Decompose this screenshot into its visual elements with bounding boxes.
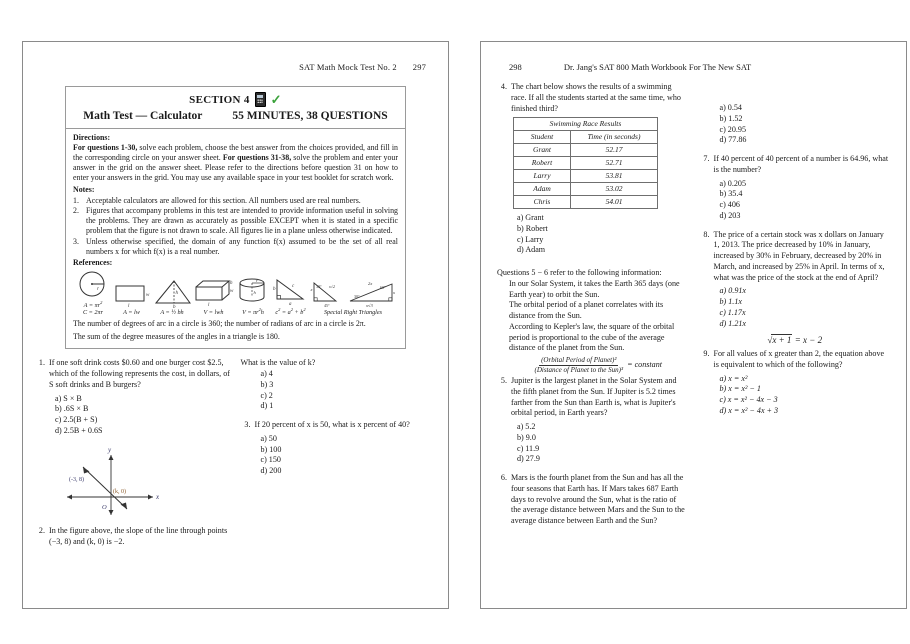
choice[interactable]: b) 9.0 <box>517 432 536 442</box>
kepler-formula <box>509 356 688 374</box>
question-7-choices <box>700 179 891 222</box>
choice[interactable]: b) 35.4 <box>719 189 743 199</box>
reference-rectangular-solid <box>193 278 235 316</box>
question-4-choices <box>497 213 688 256</box>
rectangle-caption: A = lw <box>123 308 140 316</box>
choice[interactable]: c) 1.17x <box>719 307 746 317</box>
spacer <box>497 256 688 264</box>
question-2-prompt: What is the value of k? <box>240 358 316 368</box>
question-3-number: 3. <box>244 420 251 430</box>
section-body <box>66 129 405 348</box>
question-4-number: 4. <box>500 82 507 91</box>
references-footnote-2: The sum of the degree measures of the angles in a triangle is 180. <box>73 332 280 342</box>
section-subtitle-row <box>66 110 405 122</box>
question-9-radicand: x + 1 <box>772 335 792 346</box>
question-8-choices <box>700 286 891 329</box>
question-2-text: In the figure above, the slope of the line through points (−3, 8) and (k, 0) is −2. <box>49 526 228 547</box>
question-3-text: If 20 percent of x is 50, what is x percent of 40? <box>254 420 410 430</box>
choice[interactable]: a) x = x² <box>719 373 748 383</box>
reference-rectangle <box>112 278 152 316</box>
question-3 <box>241 420 437 431</box>
svg-text:2x: 2x <box>368 280 373 286</box>
question-2 <box>35 526 231 548</box>
svg-text:a: a <box>288 301 291 306</box>
references-footnote-1: The number of degrees of arc in a circle is 360; the number of radians of arc in a circle is 2π. <box>73 318 366 328</box>
svg-text:30°: 30° <box>316 283 322 289</box>
special-right-triangles-caption: Special Right Triangles <box>323 308 383 316</box>
choice[interactable]: c) 406 <box>719 200 740 209</box>
question-9-equation: √x + 1 = x − 2 <box>767 335 823 346</box>
directions-text-2: solve the problem and enter your answer in the grid on the answer sheet. Please refer to the directions before question 31 on how to enter your answers in the grid. You may use any available space in your test booklet for scratch work. <box>73 153 398 183</box>
spacer <box>497 465 688 473</box>
svg-text:l: l <box>207 302 209 308</box>
triangle-icon <box>152 278 192 308</box>
info-paragraph: The orbital period of a planet correlates with its distance from the Sun. <box>509 300 664 321</box>
question-9-text: For all values of x greater than 2, the equation above is equivalent to which of the following? <box>713 349 885 369</box>
calculator-icon <box>255 92 266 107</box>
svg-text:y: y <box>108 445 112 454</box>
choice[interactable]: c) 2.5(B + S) <box>55 415 98 425</box>
rectangle-icon <box>112 278 152 308</box>
cell-student: Chris <box>514 196 571 209</box>
right-triangle-icon <box>272 276 310 306</box>
choice[interactable]: a) 0.91x <box>719 286 747 296</box>
note-number: 2. <box>73 206 79 216</box>
spacer <box>700 146 891 154</box>
svg-text:x√2: x√2 <box>329 283 335 289</box>
question-4 <box>497 82 688 114</box>
kepler-fraction <box>534 356 623 374</box>
svg-text:h: h <box>253 289 256 295</box>
question-1-text: If one soft drink costs $0.60 and one burger cost $2.5, which of the following represents the cost, in dollars, of S soft drinks and B burgers? <box>49 358 230 389</box>
info-block-heading: Questions 5 − 6 refer to the following information: <box>497 268 662 278</box>
svg-text:r: r <box>97 286 99 292</box>
info-paragraph: In our Solar System, it takes the Earth 365 days (one Earth year) to orbit the Sun. <box>509 278 680 299</box>
table-row <box>514 196 658 209</box>
directions-label: Directions: <box>73 133 111 142</box>
choice[interactable]: b) 3 <box>260 379 274 389</box>
rectangular-solid-caption: V = lwh <box>203 308 224 316</box>
right-running-head-title: Dr. Jang's SAT 800 Math Workbook For The New SAT <box>563 62 752 72</box>
svg-text:(k, 0): (k, 0) <box>113 488 126 495</box>
svg-text:h: h <box>229 280 232 286</box>
question-1 <box>35 358 231 390</box>
info-block-body <box>497 279 688 374</box>
references-label: References: <box>73 257 113 267</box>
svg-text:w: w <box>145 292 149 298</box>
cell-time: 53.02 <box>571 183 658 196</box>
table-row <box>514 170 658 183</box>
choice[interactable]: a) Grant <box>517 213 544 223</box>
section-title: SECTION 4 <box>189 93 250 106</box>
svg-text:30°: 30° <box>354 293 360 299</box>
cell-time: 53.81 <box>571 170 658 183</box>
choice[interactable]: d) 2.5B + 0.6S <box>55 425 103 435</box>
svg-text:x: x <box>156 492 160 501</box>
reference-triangle <box>152 278 192 316</box>
question-1-choices <box>35 394 231 437</box>
note-item <box>73 196 398 206</box>
question-2-choices <box>241 369 437 412</box>
special-right-triangles-icon <box>310 278 396 308</box>
cell-time: 52.17 <box>571 144 658 157</box>
note-item <box>73 206 398 236</box>
choice[interactable]: c) 150 <box>260 455 281 465</box>
question-6-text: Mars is the fourth planet from the Sun and has all the four seasons that Earth has. If Mars takes 687 Earth days to revolve around the Sun, what is the ratio of the average distance between Mars and the Sun to the average distance between Earth and the Sun? <box>511 473 685 526</box>
left-column-2 <box>241 358 437 551</box>
question-8-number: 8. <box>703 229 710 239</box>
question-9-choices <box>700 374 891 417</box>
choice[interactable]: a) S × B <box>55 393 82 403</box>
cell-time: 52.71 <box>571 157 658 170</box>
table-row <box>514 157 658 170</box>
question-7-text: If 40 percent of 40 percent of a number is 64.96, what is the number? <box>713 154 889 174</box>
table-header-time: Time (in seconds) <box>571 131 658 144</box>
table-row <box>514 183 658 196</box>
choice[interactable]: a) 4 <box>260 369 273 379</box>
choice[interactable]: d) 1.21x <box>719 318 747 328</box>
choice[interactable]: d) 27.9 <box>517 454 540 464</box>
choice[interactable]: a) 50 <box>260 433 277 443</box>
cell-time: 54.01 <box>571 196 658 209</box>
directions-text-1: solve each problem, choose the best answer from the choices provided, and fill in the corresponding circle on your answer sheet. <box>73 143 398 163</box>
question-9-number: 9. <box>703 349 710 359</box>
question-5-choices <box>497 422 688 465</box>
kepler-equals-constant: = constant <box>627 359 663 369</box>
choice[interactable]: c) 20.95 <box>719 124 747 134</box>
question-8-text: The price of a certain stock was x dollars on January 1, 2013. The price decreased by 10% in January, increased by 30% in February, decreased by 20% in March, and increased by 25% in April. In terms of x, what was the price of the stock at the end of April? <box>713 229 885 282</box>
right-triangle-caption: $c^2 = a^2 + b^2$ <box>275 306 306 316</box>
choice[interactable]: c) x = x² − 4x − 3 <box>719 395 778 405</box>
choice[interactable]: a) 5.2 <box>517 422 536 432</box>
cylinder-caption: $V = \pi r^2h$ <box>242 306 264 316</box>
choice[interactable]: b) 1.52 <box>719 113 743 123</box>
choice[interactable]: c) 11.9 <box>517 443 540 453</box>
spacer <box>700 222 891 230</box>
right-column-1 <box>497 82 688 530</box>
choice[interactable]: d) 1 <box>260 401 274 411</box>
choice[interactable]: c) 2 <box>260 390 273 400</box>
cell-student: Robert <box>514 157 571 170</box>
cell-student: Larry <box>514 170 571 183</box>
choice[interactable]: c) Larry <box>517 234 544 244</box>
svg-text:(-3, 8): (-3, 8) <box>69 476 84 483</box>
question-6-choices <box>700 103 891 146</box>
choice[interactable]: b) .6S × B <box>55 404 89 414</box>
section-header <box>66 87 405 129</box>
choice[interactable]: d) x = x² − 4x + 3 <box>719 405 779 415</box>
circle-caption: $A = \pi r^2$ C = 2πr <box>83 299 103 316</box>
references-row <box>75 270 396 316</box>
question-5-number: 5. <box>500 376 507 386</box>
table-title: Swimming Race Results <box>514 118 658 131</box>
info-paragraph: According to Kepler's law, the square of the orbital period is proportional to the cube of the average distance of the planet from the Sun. <box>509 321 675 353</box>
choice[interactable]: b) x = x² − 1 <box>719 384 761 394</box>
choice[interactable]: d) Adam <box>517 245 546 255</box>
question-4-text: The chart below shows the results of a swimming race. If all the students started at the same time, who finished third? <box>511 82 681 113</box>
svg-text:l: l <box>127 303 129 308</box>
reference-special-right-triangles <box>310 278 396 316</box>
kepler-denominator: (Distance of Planet to the Sun)³ <box>534 366 624 375</box>
question-2-number: 2. <box>38 526 45 536</box>
table-header-student: Student <box>514 131 571 144</box>
note-text: Unless otherwise specified, the domain of any function f(x) assumed to be the set of all real numbers x for which f(x) is a real number. <box>86 237 398 257</box>
triangle-caption: A = ½ bh <box>160 308 184 316</box>
section-box <box>65 86 406 349</box>
swimming-race-table <box>513 117 658 209</box>
left-page <box>22 41 449 609</box>
choice[interactable]: a) 0.205 <box>719 178 747 188</box>
check-icon: ✓ <box>270 92 282 107</box>
choice[interactable]: d) 77.86 <box>719 135 747 145</box>
question-2-figure <box>49 441 231 523</box>
question-6-number: 6. <box>500 473 507 483</box>
choice[interactable]: b) 1.1x <box>719 297 742 306</box>
spacer <box>241 412 437 420</box>
notes-list <box>73 196 398 258</box>
choice[interactable]: d) 203 <box>719 210 741 220</box>
left-column-1 <box>35 358 231 551</box>
reference-circle <box>75 269 111 316</box>
left-page-number: 297 <box>412 62 426 72</box>
question-6 <box>497 473 688 527</box>
note-text: Figures that accompany problems in this test are intended to provide information useful in solving the problems. They are drawn as accurately as possible EXCEPT when it is stated in a specific problem that the figure is not drawn to scale. All figures lie in a plane unless otherwise indicated. <box>86 206 398 236</box>
svg-text:b: b <box>173 304 176 308</box>
section-timing: 55 MINUTES, 38 QUESTIONS <box>232 110 388 122</box>
kepler-numerator: (Orbital Period of Planet)² <box>541 356 617 365</box>
question-9 <box>700 349 891 371</box>
svg-text:h: h <box>175 290 178 296</box>
svg-text:r: r <box>256 277 258 283</box>
right-page <box>480 41 907 609</box>
right-questions-columns <box>497 82 890 530</box>
cylinder-icon <box>235 276 271 306</box>
question-7 <box>700 154 891 176</box>
reference-cylinder <box>235 276 271 316</box>
choice[interactable]: d) 200 <box>260 466 282 476</box>
right-page-number: 298 <box>509 62 522 72</box>
left-running-head-title: SAT Math Mock Test No. 2 <box>299 62 397 72</box>
cell-student: Adam <box>514 183 571 196</box>
svg-text:x√3: x√3 <box>366 302 373 308</box>
svg-text:45°: 45° <box>324 302 330 308</box>
question-8 <box>700 230 891 284</box>
directions-text <box>73 143 398 183</box>
rectangular-solid-icon <box>193 278 235 308</box>
directions-bold-lead: For questions 1-30, <box>73 143 138 153</box>
svg-text:c: c <box>291 283 294 289</box>
note-number: 3. <box>73 237 79 247</box>
cell-student: Grant <box>514 144 571 157</box>
svg-text:w: w <box>229 288 233 294</box>
question-5-text: Jupiter is the largest planet in the Solar System and the fifth planet from the Sun. If Jupiter is 5.2 times farther from the Sun than Earth is, what is Jupiter's orbital period, in Earth years? <box>511 376 677 418</box>
note-number: 1. <box>73 195 79 205</box>
svg-text:O: O <box>102 503 107 511</box>
section-subject: Math Test — Calculator <box>83 110 203 122</box>
note-item <box>73 237 398 257</box>
question-5 <box>497 376 688 419</box>
question-1-number: 1. <box>38 358 45 368</box>
svg-text:x: x <box>310 286 313 292</box>
svg-text:x: x <box>393 289 395 295</box>
left-questions-columns <box>35 358 436 551</box>
question-7-number: 7. <box>703 154 710 163</box>
reference-right-triangle <box>272 276 310 316</box>
table-header-row <box>514 131 658 144</box>
choice[interactable]: b) Robert <box>517 223 548 233</box>
question-3-choices <box>241 434 437 477</box>
svg-text:b: b <box>272 286 275 292</box>
svg-text:60°: 60° <box>380 284 386 290</box>
section-title-row <box>66 92 405 107</box>
circle-icon <box>75 269 111 299</box>
directions-bold-mid: For questions 31-38, <box>222 153 292 163</box>
table-row <box>514 144 658 157</box>
table-title-row <box>514 118 658 131</box>
left-running-head <box>23 62 448 72</box>
choice[interactable]: b) 100 <box>260 444 282 454</box>
right-column-2 <box>700 82 891 530</box>
note-text: Acceptable calculators are allowed for this section. All numbers used are real numbers. <box>86 195 361 205</box>
right-running-head <box>481 62 906 72</box>
choice[interactable]: a) 0.54 <box>719 103 742 112</box>
notes-label: Notes: <box>73 184 95 194</box>
